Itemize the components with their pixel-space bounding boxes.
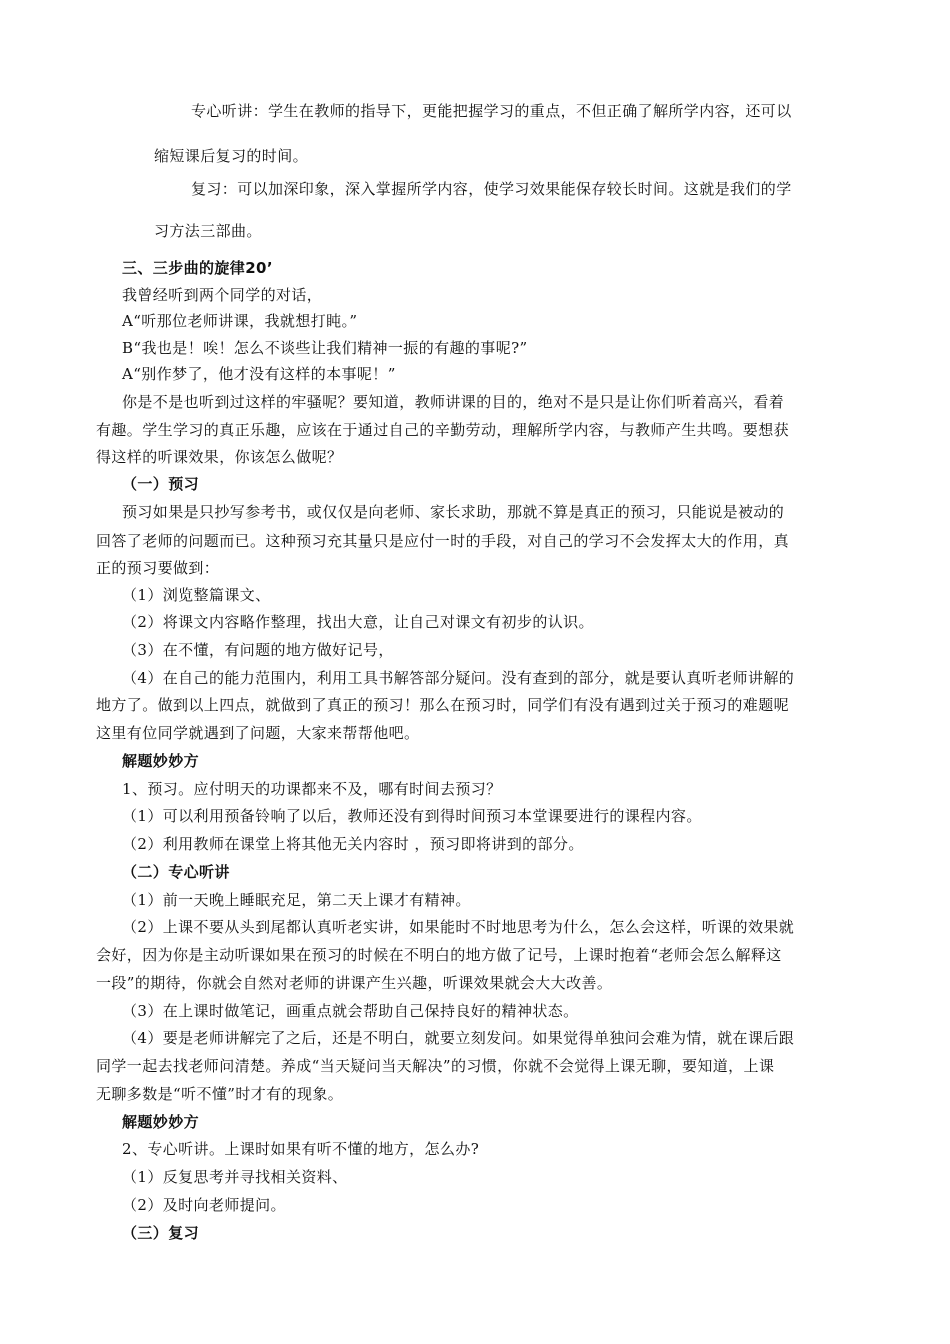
paragraph-line: 有趣。学生学习的真正乐趣，应该在于通过自己的辛勤劳动，理解所学内容，与教师产生共鸣。要想获	[96, 421, 790, 439]
dialog-line: A“听那位老师讲课，我就想打盹。”	[122, 312, 358, 330]
dialog-line: B“我也是！唉！怎么不谈些让我们精神一振的有趣的事呢?”	[122, 339, 528, 357]
paragraph-line: （4）要是老师讲解完了之后，还是不明白，就要立刻发问。如果觉得单独问会难为情，就在课后跟	[122, 1029, 795, 1047]
paragraph-line: 你是不是也听到过这样的牢骚呢？要知道，教师讲课的目的，绝对不是只是让你们听着高兴，看着	[122, 393, 785, 411]
tip-heading: 解题妙妙方	[122, 752, 200, 770]
paragraph-line: 无聊多数是“听不懂”时才有的现象。	[96, 1085, 344, 1103]
subsection-heading: （三）复习	[122, 1224, 200, 1242]
paragraph-line: 会好，因为你是主动听课如果在预习的时候在不明白的地方做了记号，上课时抱着“老师会怎么解释这	[96, 946, 782, 964]
intro-line: 缩短课后复习的时间。	[154, 147, 309, 165]
tip-answer: （1）反复思考并寻找相关资料、	[122, 1168, 348, 1186]
list-item: （4）在自己的能力范围内，利用工具书解答部分疑问。没有查到的部分，就是要认真听老师讲解的	[122, 669, 795, 687]
subsection-heading: （一）预习	[122, 475, 200, 493]
list-item: （3）在不懂，有问题的地方做好记号，	[122, 641, 394, 659]
subsection-heading: （二）专心听讲	[122, 863, 230, 881]
list-item: （1）浏览整篇课文、	[122, 586, 271, 604]
intro-line: 专心听讲：学生在教师的指导下，更能把握学习的重点，不但正确了解所学内容，还可以	[191, 102, 792, 120]
section-heading: 三、三步曲的旋律20’	[122, 259, 273, 277]
tip-question: 1、预习。应付明天的功课都来不及，哪有时间去预习？	[122, 780, 502, 798]
tip-answer: （2）及时向老师提问。	[122, 1196, 286, 1214]
paragraph-line: 一段”的期待，你就会自然对老师的讲课产生兴趣，听课效果就会大大改善。	[96, 974, 613, 992]
tip-heading: 解题妙妙方	[122, 1113, 200, 1131]
tip-answer: （1）可以利用预备铃响了以后，教师还没有到得时间预习本堂课要进行的课程内容。	[122, 807, 702, 825]
paragraph-line: （1）前一天晚上睡眠充足，第二天上课才有精神。	[122, 891, 471, 909]
paragraph-line: 正的预习要做到：	[96, 559, 220, 577]
intro-line: 习方法三部曲。	[154, 222, 262, 240]
list-item: （2）将课文内容略作整理，找出大意，让自己对课文有初步的认识。	[122, 613, 594, 631]
intro-line: 复习：可以加深印象，深入掌握所学内容，使学习效果能保存较长时间。这就是我们的学	[191, 180, 792, 198]
paragraph-line: 得这样的听课效果，你该怎么做呢？	[96, 448, 343, 466]
tip-question: 2、专心听讲。上课时如果有听不懂的地方，怎么办?	[122, 1140, 480, 1158]
paragraph-line: （2）上课不要从头到尾都认真听老实讲，如果能时不时地思考为什么，怎么会这样，听课的效果就	[122, 918, 795, 936]
paragraph-line: （3）在上课时做笔记，画重点就会帮助自己保持良好的精神状态。	[122, 1002, 579, 1020]
dialog-line: A“别作梦了，他才没有这样的本事呢！”	[122, 365, 396, 383]
paragraph-line: 这里有位同学就遇到了问题，大家来帮帮他吧。	[96, 724, 420, 742]
tip-answer: （2）利用教师在课堂上将其他无关内容时 ，预习即将讲到的部分。	[122, 835, 584, 853]
dialog-line: 我曾经听到两个同学的对话，	[122, 286, 323, 304]
paragraph-line: 预习如果是只抄写参考书，或仅仅是向老师、家长求助，那就不算是真正的预习，只能说是被动的	[122, 503, 785, 521]
paragraph-line: 地方了。做到以上四点，就做到了真正的预习！那么在预习时，同学们有没有遇到过关于预习的难题呢	[96, 696, 790, 714]
paragraph-line: 回答了老师的问题而已。这种预习充其量只是应付一时的手段，对自己的学习不会发挥太大的作用，真	[96, 532, 790, 550]
paragraph-line: 同学一起去找老师问清楚。养成“当天疑问当天解决”的习惯，你就不会觉得上课无聊，要知道，上课	[96, 1057, 775, 1075]
